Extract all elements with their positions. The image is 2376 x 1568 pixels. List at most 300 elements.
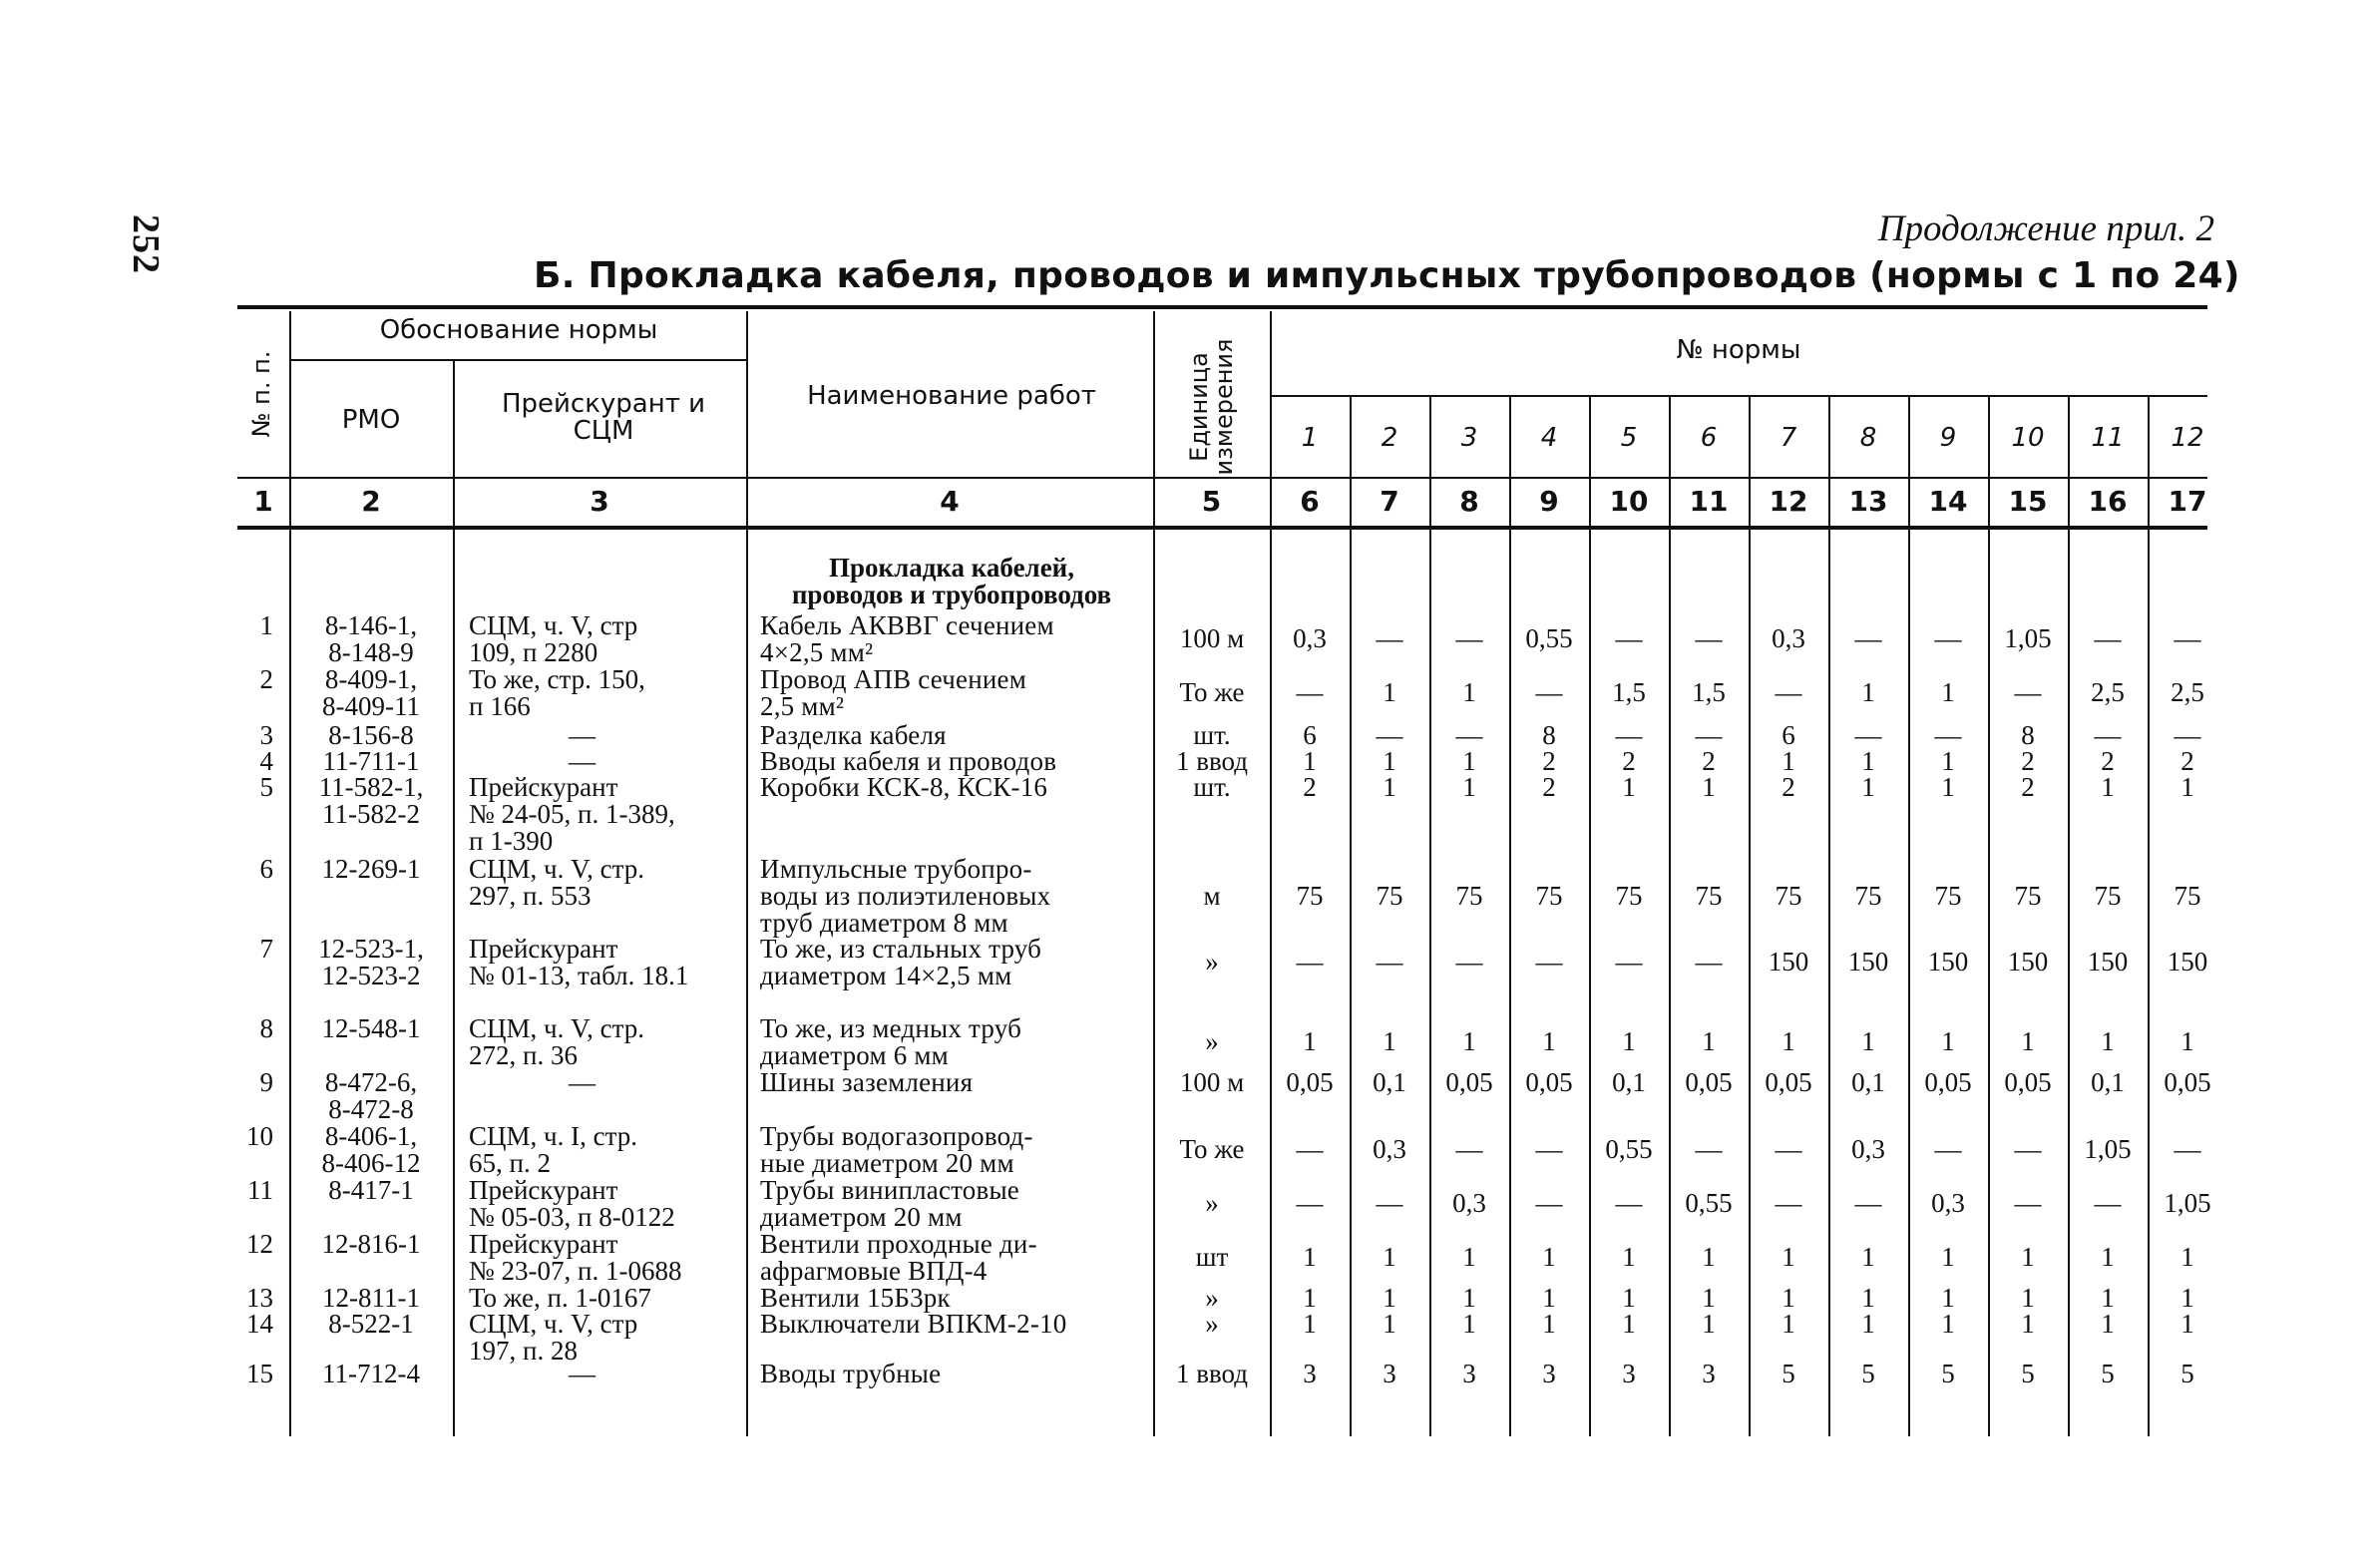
column-number-label: 5: [1201, 485, 1222, 518]
column-rule: [1350, 397, 1352, 1436]
norm-value: 1: [2021, 1242, 2035, 1272]
norm-number-label: 9: [1939, 423, 1957, 453]
norm-value: 0,55: [1685, 1188, 1733, 1218]
norm-value: 1: [1383, 677, 1396, 707]
norm-value: —: [1695, 623, 1723, 653]
norm-value: 1: [1462, 1309, 1476, 1339]
norm-value: —: [1615, 947, 1643, 977]
header-works: Наименование работ: [807, 381, 1096, 411]
norm-value: 1: [2021, 1283, 2035, 1313]
price-ref: Прейскурант: [469, 1229, 618, 1259]
norm-value: 75: [1615, 881, 1643, 911]
norm-value: 1: [1462, 1026, 1476, 1056]
norm-value: —: [1296, 947, 1324, 977]
norm-value: 1: [1782, 1309, 1795, 1339]
norm-value: 1,5: [1692, 677, 1726, 707]
norm-value: 0,1: [1373, 1067, 1406, 1097]
row-number: 12: [246, 1229, 273, 1259]
norm-value: —: [1934, 1134, 1962, 1164]
norm-value: 1: [1941, 1242, 1955, 1272]
norm-value: 1: [1861, 1309, 1875, 1339]
row-number: 6: [259, 854, 273, 884]
norm-value: —: [1455, 1134, 1483, 1164]
work-name: воды из полиэтиленовых: [760, 881, 1051, 911]
norm-value: —: [1535, 677, 1563, 707]
norm-value: —: [1615, 623, 1643, 653]
norm-value: 1: [1782, 1283, 1795, 1313]
norm-value: —: [1854, 1188, 1882, 1218]
norm-value: 150: [1927, 947, 1969, 977]
norm-value: —: [1376, 720, 1403, 750]
norm-value: 150: [1768, 947, 1809, 977]
norm-value: 1: [1941, 1026, 1955, 1056]
norm-value: 75: [1455, 881, 1483, 911]
norm-value: 1: [1861, 1242, 1875, 1272]
norm-value: —: [2094, 720, 2122, 750]
norm-value: 5: [2021, 1359, 2035, 1388]
norm-value: 0,05: [1765, 1067, 1812, 1097]
unit: 1 ввод: [1175, 1359, 1249, 1388]
rmo-code: 8-472-6,: [324, 1067, 418, 1097]
norm-value: —: [1615, 720, 1643, 750]
price-ref: То же, п. 1-0167: [469, 1283, 651, 1313]
price-ref: п 166: [469, 691, 531, 721]
norm-value: —: [1535, 1134, 1563, 1164]
column-number-label: 12: [1769, 485, 1808, 518]
norm-value: 1: [1941, 772, 1955, 802]
rmo-code: 12-548-1: [321, 1013, 421, 1043]
norm-value: 1: [2180, 1283, 2194, 1313]
norm-value: 5: [1941, 1359, 1955, 1388]
norm-value: 1: [1303, 1242, 1317, 1272]
price-ref: № 23-07, п. 1-0688: [469, 1256, 682, 1286]
price-ref: 65, п. 2: [469, 1148, 551, 1178]
row-number: 1: [259, 610, 273, 640]
norm-value: 1: [1941, 1309, 1955, 1339]
norm-value: 1,05: [2004, 623, 2052, 653]
column-number-label: 1: [253, 485, 273, 518]
column-rule: [1828, 397, 1830, 1436]
column-number-label: 14: [1928, 485, 1968, 518]
norm-value: 1: [1383, 1309, 1396, 1339]
header-norm-group: № нормы: [1676, 335, 1801, 365]
rmo-code: 12-523-2: [321, 961, 421, 990]
column-number-label: 7: [1380, 485, 1399, 518]
norm-value: 75: [2094, 881, 2122, 911]
norm-value: —: [1376, 947, 1403, 977]
norm-group-rule: [1270, 395, 2207, 397]
norm-number-label: 10: [2011, 423, 2045, 453]
rmo-code: 12-523-1,: [318, 934, 424, 964]
norm-value: —: [1695, 947, 1723, 977]
row-number: 14: [246, 1309, 273, 1339]
column-rule: [1908, 397, 1910, 1436]
price-ref: СЦМ, ч. I, стр.: [469, 1121, 637, 1151]
work-name: 2,5 мм²: [760, 691, 845, 721]
rmo-code: 8-406-12: [321, 1148, 421, 1178]
column-number-label: 16: [2088, 485, 2128, 518]
work-name: Шины заземления: [760, 1067, 974, 1097]
norm-value: 2: [1782, 772, 1795, 802]
work-name: Трубы водогазопровод-: [760, 1121, 1033, 1151]
norm-value: 75: [1854, 881, 1882, 911]
norm-value: 0,3: [1293, 623, 1327, 653]
rmo-code: 12-269-1: [321, 854, 421, 884]
norm-number-label: 11: [2091, 423, 2125, 453]
row-number: 11: [247, 1175, 273, 1205]
rmo-code: 11-582-1,: [318, 772, 424, 802]
rmo-code: 8-409-11: [322, 691, 420, 721]
header-unit: Единица измерения: [1185, 338, 1239, 476]
norm-value: 1: [1622, 1026, 1636, 1056]
column-rule: [1669, 397, 1671, 1436]
norm-value: —: [1854, 720, 1882, 750]
work-name: Вентили проходные ди-: [760, 1229, 1037, 1259]
row-number: 5: [259, 772, 273, 802]
norm-value: 1: [1303, 1309, 1317, 1339]
norm-value: 0,3: [1452, 1188, 1486, 1218]
norm-value: 1: [2021, 1309, 2035, 1339]
column-rule: [1749, 397, 1751, 1436]
norm-value: 1: [1861, 772, 1875, 802]
norm-value: —: [1934, 623, 1962, 653]
row-number: 9: [259, 1067, 273, 1097]
norm-value: 1: [1383, 746, 1396, 776]
column-rule: [2148, 397, 2150, 1436]
work-name: диаметром 6 мм: [760, 1040, 949, 1070]
norm-value: 1: [2180, 1026, 2194, 1056]
work-name: диаметром 14×2,5 мм: [760, 961, 1012, 990]
price-ref: СЦМ, ч. V, стр: [469, 1309, 638, 1339]
unit: То же: [1179, 1134, 1245, 1164]
work-name: То же, из стальных труб: [760, 934, 1042, 964]
norm-value: 1: [1702, 1026, 1716, 1056]
norm-value: 1: [1303, 746, 1317, 776]
norm-number-label: 12: [2171, 423, 2204, 453]
rmo-code: 12-811-1: [322, 1283, 420, 1313]
header-price-list: Прейскурант и СЦМ: [501, 389, 706, 447]
norm-value: 5: [2180, 1359, 2194, 1388]
price-ref: СЦМ, ч. V, стр.: [469, 1013, 644, 1043]
norm-value: —: [1775, 1134, 1802, 1164]
row-number: 7: [259, 934, 273, 964]
norm-value: 1: [1702, 1283, 1716, 1313]
work-name: афрагмовые ВПД-4: [760, 1256, 988, 1286]
norm-value: 1: [2101, 1026, 2115, 1056]
norm-value: 0,1: [1851, 1067, 1885, 1097]
norm-value: 0,55: [1605, 1134, 1653, 1164]
norm-value: 0,05: [1685, 1067, 1733, 1097]
price-ref: Прейскурант: [469, 934, 618, 964]
norm-value: —: [2174, 623, 2201, 653]
norm-value: —: [1535, 1188, 1563, 1218]
norm-value: 1: [1462, 1283, 1476, 1313]
norm-value: —: [2174, 1134, 2201, 1164]
norm-value: 3: [1542, 1359, 1556, 1388]
rmo-code: 11-712-4: [322, 1359, 420, 1388]
price-ref: —: [569, 746, 595, 776]
price-ref: Прейскурант: [469, 772, 618, 802]
work-name: Кабель АКВВГ сечением: [760, 610, 1054, 640]
norm-value: 2: [1702, 746, 1716, 776]
unit: шт: [1195, 1242, 1229, 1272]
norm-value: —: [2014, 1134, 2042, 1164]
unit: шт.: [1193, 720, 1231, 750]
norm-value: 1: [1622, 772, 1636, 802]
norm-value: 75: [1535, 881, 1563, 911]
column-number-label: 2: [361, 485, 381, 518]
norm-value: —: [1695, 1134, 1723, 1164]
norm-value: 2: [2021, 746, 2035, 776]
unit: шт.: [1193, 772, 1231, 802]
norm-value: 1: [1542, 1242, 1556, 1272]
work-name: ные диаметром 20 мм: [760, 1148, 1014, 1178]
work-name: Вводы кабеля и проводов: [760, 746, 1057, 776]
norm-value: —: [1455, 720, 1483, 750]
norm-value: 2: [2180, 746, 2194, 776]
row-number: 10: [246, 1121, 273, 1151]
norm-value: 1: [1702, 772, 1716, 802]
work-name: Вводы трубные: [760, 1359, 942, 1388]
rmo-code: 8-417-1: [328, 1175, 414, 1205]
norm-value: 0,3: [1373, 1134, 1406, 1164]
norm-value: 0,55: [1525, 623, 1573, 653]
norm-value: —: [2094, 1188, 2122, 1218]
norm-value: 1: [1542, 1309, 1556, 1339]
norm-value: 1: [2101, 1242, 2115, 1272]
continuation-note: Продолжение прил. 2: [1877, 208, 2214, 249]
norm-value: 2,5: [2171, 677, 2204, 707]
rmo-code: 8-472-8: [328, 1094, 414, 1124]
price-ref: —: [569, 720, 595, 750]
norm-value: 1: [1861, 1026, 1875, 1056]
norm-value: 1: [2101, 1309, 2115, 1339]
unit: 1 ввод: [1175, 746, 1249, 776]
norm-value: 1: [1861, 746, 1875, 776]
basis-group-rule: [289, 359, 746, 361]
rmo-code: 8-522-1: [328, 1309, 414, 1339]
column-number-label: 15: [2008, 485, 2048, 518]
header-bottom-rule: [237, 477, 2207, 479]
column-rule: [453, 361, 455, 1436]
norm-value: 5: [1782, 1359, 1795, 1388]
norm-value: 1: [1702, 1242, 1716, 1272]
norm-value: 1: [1782, 1026, 1795, 1056]
column-rule: [1153, 311, 1155, 1436]
norm-value: —: [1615, 1188, 1643, 1218]
row-number: 8: [259, 1013, 273, 1043]
norm-value: 6: [1782, 720, 1795, 750]
norm-value: 1,05: [2164, 1188, 2211, 1218]
norm-value: 0,05: [1445, 1067, 1493, 1097]
column-number-label: 9: [1539, 485, 1559, 518]
norm-value: 1: [1462, 746, 1476, 776]
norm-value: 2: [2021, 772, 2035, 802]
work-name: диаметром 20 мм: [760, 1202, 963, 1232]
norm-number-label: 4: [1540, 423, 1558, 453]
norm-value: —: [1296, 677, 1324, 707]
section-heading-line: Прокладка кабелей,: [829, 553, 1074, 583]
rmo-code: 8-409-1,: [324, 664, 418, 694]
norm-value: 8: [1542, 720, 1556, 750]
norm-value: —: [2014, 677, 2042, 707]
norm-value: —: [2094, 623, 2122, 653]
norm-value: —: [1775, 677, 1802, 707]
norm-number-label: 3: [1460, 423, 1478, 453]
column-rule: [1589, 397, 1591, 1436]
norm-value: 0,05: [1286, 1067, 1334, 1097]
norm-value: —: [2174, 720, 2201, 750]
unit: м: [1203, 881, 1221, 911]
column-rule: [1988, 397, 1990, 1436]
rmo-code: 12-816-1: [321, 1229, 421, 1259]
norm-value: 1: [2101, 1283, 2115, 1313]
row-number: 15: [246, 1359, 273, 1388]
norm-value: 5: [1861, 1359, 1875, 1388]
norm-value: —: [1854, 623, 1882, 653]
norm-value: 0,05: [2004, 1067, 2052, 1097]
work-name: труб диаметром 8 мм: [760, 908, 1008, 938]
norm-value: —: [1695, 720, 1723, 750]
work-name: Выключатели ВПКМ-2-10: [760, 1309, 1067, 1339]
column-number-label: 4: [940, 485, 960, 518]
row-number: 13: [246, 1283, 273, 1313]
norm-value: 1: [1622, 1283, 1636, 1313]
work-name: Провод АПВ сечением: [760, 664, 1026, 694]
norm-value: 150: [2087, 947, 2129, 977]
norm-value: 6: [1303, 720, 1317, 750]
price-ref: —: [569, 1359, 595, 1388]
norm-value: 150: [1847, 947, 1889, 977]
work-name: Разделка кабеля: [760, 720, 947, 750]
norm-value: 1: [1303, 1283, 1317, 1313]
norm-value: 1: [1782, 746, 1795, 776]
norm-value: 1: [1941, 1283, 1955, 1313]
column-number-label: 3: [590, 485, 609, 518]
norm-value: —: [1934, 720, 1962, 750]
norm-value: —: [1376, 623, 1403, 653]
norm-value: 1: [1941, 677, 1955, 707]
unit: »: [1205, 1309, 1219, 1339]
unit: 100 м: [1179, 1067, 1245, 1097]
header-basis-group: Обоснование нормы: [379, 315, 658, 345]
norm-value: 3: [1622, 1359, 1636, 1388]
price-ref: № 05-03, п 8-0122: [469, 1202, 675, 1232]
work-name: 4×2,5 мм²: [760, 637, 874, 667]
norm-number-label: 8: [1859, 423, 1877, 453]
norm-value: 75: [1296, 881, 1324, 911]
rmo-code: 11-711-1: [322, 746, 420, 776]
norm-value: 1: [1861, 677, 1875, 707]
norm-value: 75: [2174, 881, 2201, 911]
norm-value: 1: [2180, 1242, 2194, 1272]
price-ref: п 1-390: [469, 826, 554, 856]
norm-value: 2: [1542, 746, 1556, 776]
norm-value: 0,1: [1612, 1067, 1646, 1097]
norm-value: 1: [1462, 772, 1476, 802]
norm-value: 8: [2021, 720, 2035, 750]
rmo-code: 11-582-2: [322, 799, 420, 829]
norm-value: 1: [1861, 1283, 1875, 1313]
norm-value: 1,05: [2084, 1134, 2132, 1164]
price-ref: СЦМ, ч. V, стр.: [469, 854, 644, 884]
norm-value: 0,05: [1924, 1067, 1972, 1097]
norm-value: 2: [1542, 772, 1556, 802]
norm-value: 0,05: [1525, 1067, 1573, 1097]
norm-value: —: [1535, 947, 1563, 977]
price-ref: 297, п. 553: [469, 881, 592, 911]
norm-value: 0,05: [2164, 1067, 2211, 1097]
unit: »: [1205, 1026, 1219, 1056]
norm-value: 1: [1462, 677, 1476, 707]
rmo-code: 8-156-8: [328, 720, 414, 750]
norm-number-label: 2: [1381, 423, 1398, 453]
price-ref: 272, п. 36: [469, 1040, 578, 1070]
norm-value: 1: [1462, 1242, 1476, 1272]
norm-value: 1: [1941, 746, 1955, 776]
norm-value: 2: [1303, 772, 1317, 802]
work-name: Импульсные трубопро-: [760, 854, 1032, 884]
unit: 100 м: [1179, 623, 1245, 653]
price-ref: № 24-05, п. 1-389,: [469, 799, 675, 829]
row-number: 4: [259, 746, 273, 776]
section-title: Б. Прокладка кабеля, проводов и импульсных трубопроводов (нормы с 1 по 24): [534, 255, 2240, 296]
norm-value: 1: [1542, 1026, 1556, 1056]
norm-value: —: [1296, 1134, 1324, 1164]
table-top-rule: [237, 305, 2207, 309]
norm-value: 75: [1934, 881, 1962, 911]
price-ref: СЦМ, ч. V, стр: [469, 610, 638, 640]
norm-value: 75: [1695, 881, 1723, 911]
column-number-label: 11: [1689, 485, 1729, 518]
norm-number-label: 5: [1620, 423, 1638, 453]
column-rule: [2068, 397, 2070, 1436]
price-ref: Прейскурант: [469, 1175, 618, 1205]
norm-value: 1: [1383, 1026, 1396, 1056]
section-heading-line: проводов и трубопроводов: [791, 580, 1112, 609]
norm-value: 2: [2101, 746, 2115, 776]
norm-number-label: 1: [1301, 423, 1319, 453]
column-number-label: 6: [1300, 485, 1320, 518]
norm-value: 75: [1775, 881, 1802, 911]
norm-value: 75: [2014, 881, 2042, 911]
norm-value: 1: [1782, 1242, 1795, 1272]
column-number-label: 13: [1848, 485, 1888, 518]
norm-number-label: 6: [1700, 423, 1718, 453]
price-ref: 197, п. 28: [469, 1336, 578, 1366]
header-rmo: РМО: [341, 405, 401, 435]
column-rule: [1429, 397, 1431, 1436]
unit: »: [1205, 1283, 1219, 1313]
norm-number-label: 7: [1780, 423, 1797, 453]
norm-value: 1: [2021, 1026, 2035, 1056]
norm-value: 1: [1622, 1242, 1636, 1272]
norm-value: —: [1296, 1188, 1324, 1218]
column-number-label: 17: [2168, 485, 2207, 518]
norm-value: —: [2014, 1188, 2042, 1218]
norm-value: 3: [1462, 1359, 1476, 1388]
column-number-label: 8: [1459, 485, 1479, 518]
price-ref: То же, стр. 150,: [469, 664, 645, 694]
work-name: Трубы винипластовые: [760, 1175, 1019, 1205]
norm-value: 2: [1622, 746, 1636, 776]
rmo-code: 8-406-1,: [324, 1121, 418, 1151]
work-name: Вентили 15Б3рк: [760, 1283, 951, 1313]
column-numbers-rule: [237, 526, 2207, 530]
rmo-code: 8-148-9: [328, 637, 414, 667]
column-rule: [1509, 397, 1511, 1436]
column-rule: [746, 311, 748, 1436]
